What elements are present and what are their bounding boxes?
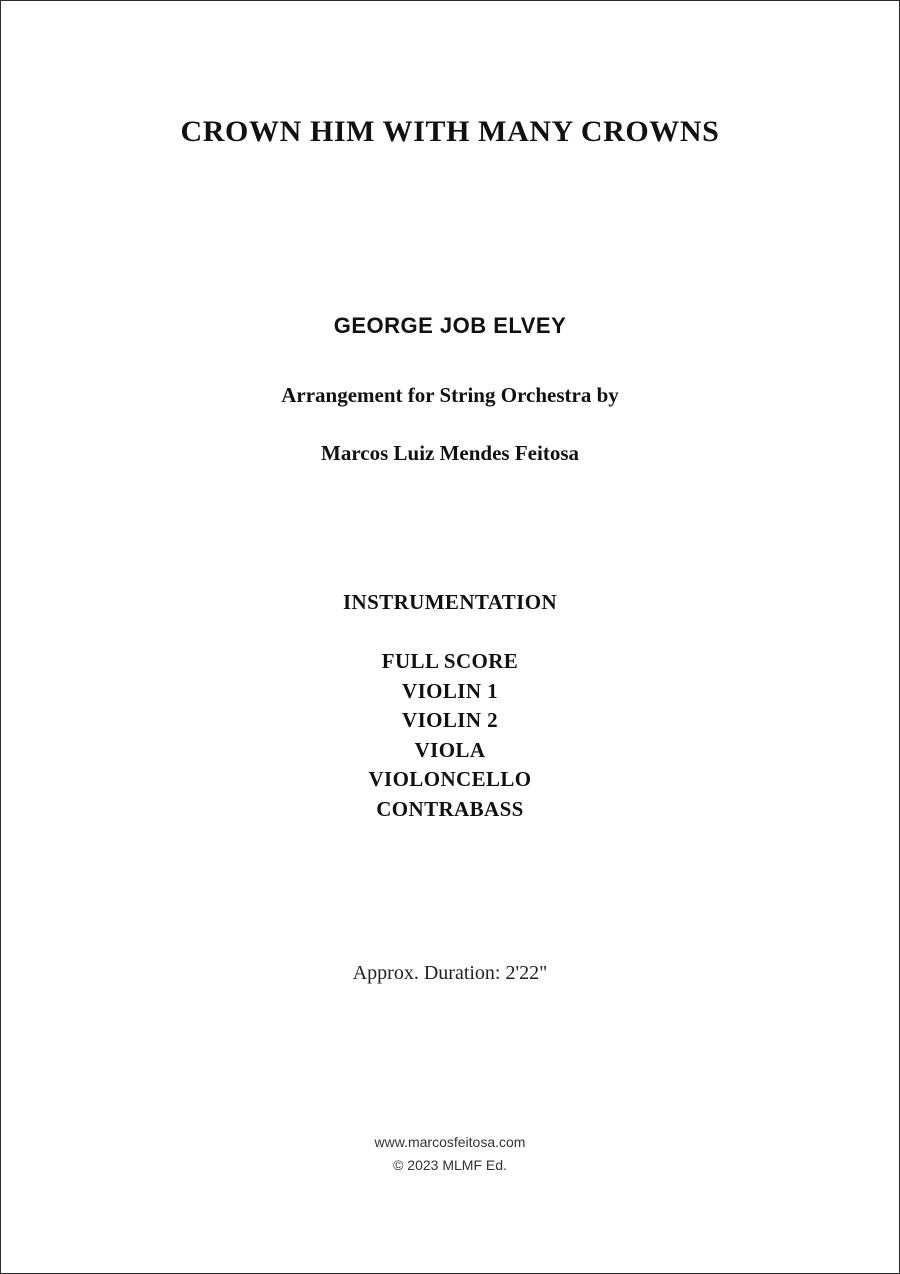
arranger-name: Marcos Luiz Mendes Feitosa xyxy=(321,441,579,465)
part-violin-2: VIOLIN 2 xyxy=(402,708,498,733)
composer-name: GEORGE JOB ELVEY xyxy=(333,313,567,338)
part-full-score: FULL SCORE xyxy=(381,649,519,673)
instrumentation-heading: INSTRUMENTATION xyxy=(342,590,558,614)
part-viola: VIOLA xyxy=(414,737,486,762)
approx-duration: Approx. Duration: 2'22" xyxy=(352,962,548,984)
part-violin-1: VIOLIN 1 xyxy=(402,678,498,703)
part-violoncello: VIOLONCELLO xyxy=(368,767,532,792)
copyright-notice: © 2023 MLMF Ed. xyxy=(393,1157,507,1173)
instrumentation-list xyxy=(1,647,899,825)
piece-title: CROWN HIM WITH MANY CROWNS xyxy=(180,115,720,148)
part-contrabass: CONTRABASS xyxy=(376,796,524,821)
arrangement-line: Arrangement for String Orchestra by xyxy=(281,383,619,407)
website-link: www.marcosfeitosa.com xyxy=(374,1134,526,1150)
